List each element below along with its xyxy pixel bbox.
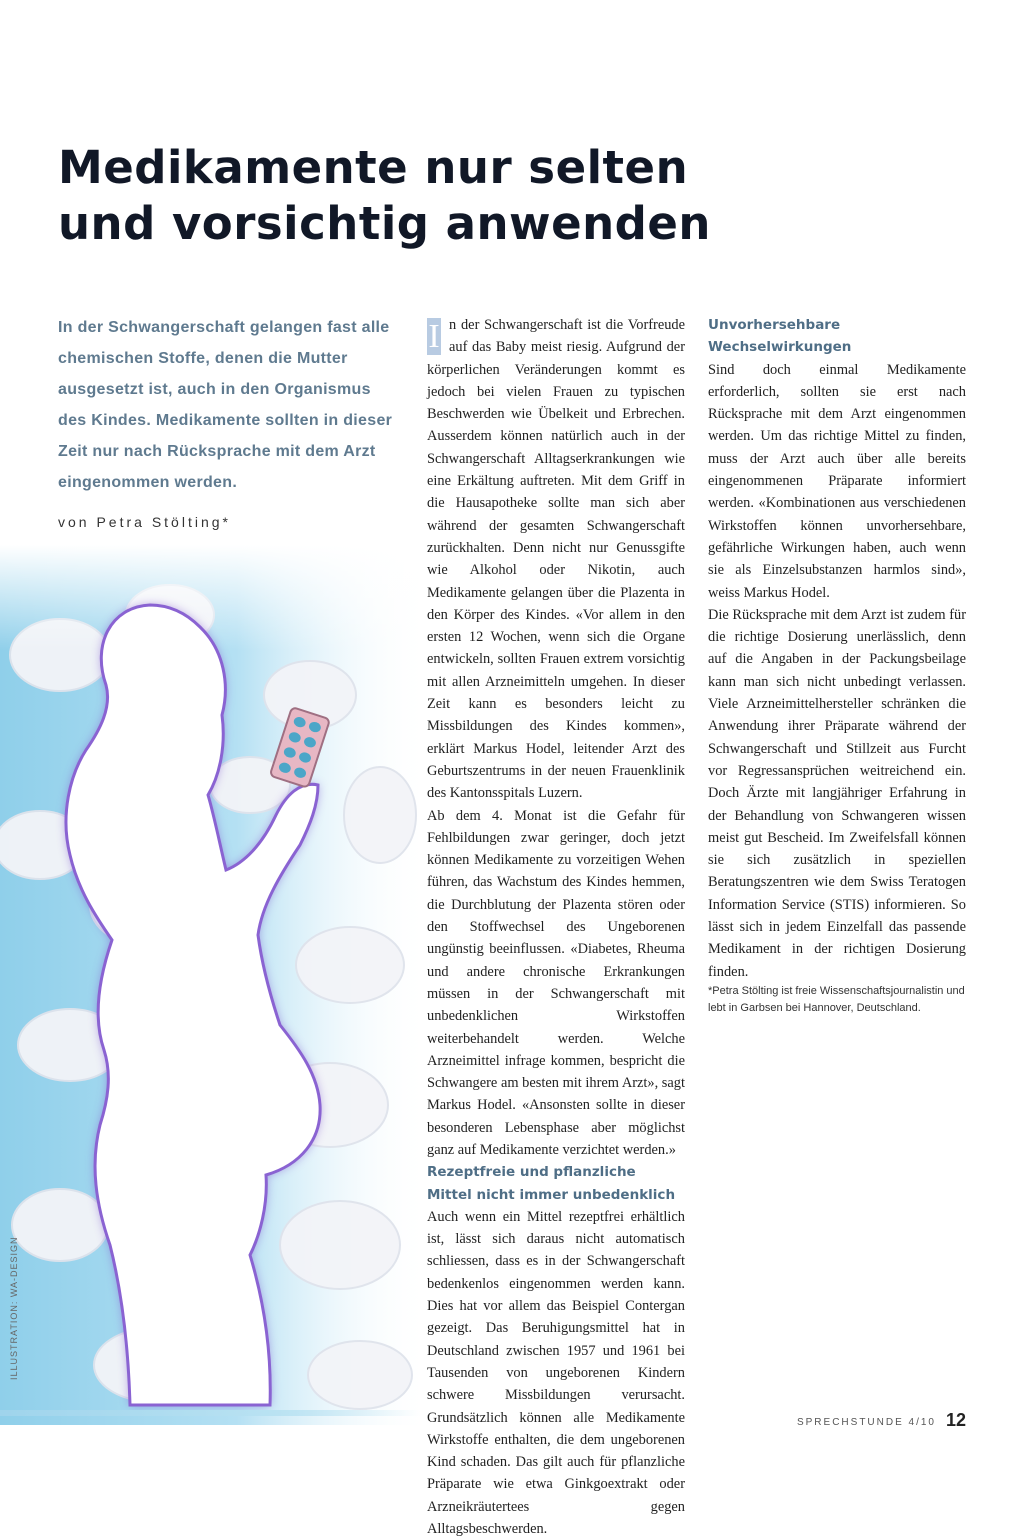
title-line-2: und vorsichtig anwenden [58, 197, 711, 250]
lead-paragraph: In der Schwangerschaft gelangen fast alle chemischen Stoffe, denen die Mutter ausgesetzt ist, auch in den Organismus des Kindes. Medikamente sollten in dieser Zeit nur nach Rücksprache mit dem Arzt eingenommen werden. [58, 319, 393, 491]
footer-color-bar [0, 1410, 420, 1416]
article-column-2 [427, 314, 685, 1540]
pregnant-woman-illustration [0, 545, 430, 1425]
page-number: 12 [945, 1410, 966, 1430]
paragraph-2: Ab dem 4. Monat ist die Gefahr für Fehlbildungen zwar geringer, doch jetzt können Medikamente zu vorzeitigen Wehen führen, das Wachstum des Kindes hemmen, die Durchblutung der Plazenta stören oder den Stoffwechsel des Ungeborenen ungünstig beeinflussen. «Diabetes, Rheuma und andere chronische Erkrankungen müssen in der Schwangerschaft mit unbedenklichen Wirkstoffen weiterbehandelt werden. Welche Arzneimittel infrage kommen, bespricht die Schwangere am besten mit ihrem Arzt», sagt Markus Hodel. «Ansonsten sollte in dieser besonderen Lebensphase aber möglichst ganz auf Medikamente verzichtet werden.» [427, 807, 685, 1158]
paragraph-4: Sind doch einmal Medikamente erforderlich, sollten sie erst nach Rücksprache mit dem Arzt eingenommen werden. Um das richtige Mittel zu finden, muss der Arzt auch über alle bereits eingenommenen Präparate informiert werden. «Kombinationen aus verschiedenen Wirkstoffen können unvorhersehbare, gefährliche Wirkungen haben, auch wenn sie als Einzelsubstanzen harmlos sind», weiss Markus Hodel. [708, 361, 966, 601]
footer-magazine-issue: SPRECHSTUNDE 4/10 [796, 1417, 936, 1428]
drop-cap: I [428, 318, 440, 355]
author-footnote: *Petra Stölting ist freie Wissenschaftsjournalistin und lebt in Garbsen bei Hannover, Deutschland. [708, 984, 965, 1014]
subheading-wechselwirkungen: Unvorhersehbare Wechselwirkungen [708, 317, 852, 356]
paragraph-1 [427, 314, 685, 805]
subheading-rezeptfrei: Rezeptfreie und pflanzliche Mittel nicht immer unbedenklich [427, 1164, 676, 1203]
article-title [58, 140, 998, 252]
title-line-1: Medikamente nur selten [58, 141, 689, 194]
illustration-credit: ILLUSTRATION: WA-DESIGN [9, 1236, 19, 1380]
paragraph-3: Auch wenn ein Mittel rezeptfrei erhältlich ist, lässt sich daraus nicht automatisch schliessen, dass es in der Schwangerschaft bedenkenlos eingenommen werden kann. Dies hat vor allem das Beispiel Contergan gezeigt. Das Beruhigungsmittel hat in Deutschland zwischen 1957 und 1961 bei Tausenden von ungeborenen Kindern schwere Missbildungen verursacht. Grundsätzlich können alle Medikamente Wirkstoffe enthalten, die dem ungeborenen Kind schaden. Das gilt auch für pflanzliche Präparate wie etwa Ginkgoextrakt oder Arzneikräutertees gegen Alltagsbeschwerden. [427, 1208, 685, 1538]
author-byline: von Petra Stölting* [58, 514, 231, 530]
paragraph-1-text: n der Schwangerschaft ist die Vorfreude auf das Baby meist riesig. Aufgrund der körperlichen Veränderungen kommt es jedoch bei vielen Frauen zu typischen Beschwerden wie Übelkeit und Erbrechen. Ausserdem können natürlich auch in der Schwangerschaft Alltagserkrankungen wie eine Erkältung auftreten. Mit dem Griff in die Hausapotheke sollte man sich aber während der gesamten Schwangerschaft zurückhalten. Denn nicht nur Genussgifte wie Alkohol oder Nikotin, auch Medikamente gelangen über die Plazenta in den Körper des Kindes. «Vor allem in den ersten 12 Wochen, wenn sich die Organe entwickeln, sollten Frauen extrem vorsichtig mit allen Arzneimitteln umgehen. In dieser Zeit kann es besonders leicht zu Missbildungen des Kindes kommen», erklärt Markus Hodel, leitender Arzt des Geburtszentrums in der neuen Frauenklinik des Kantonsspitals Luzern. [427, 317, 685, 802]
article-column-3 [708, 314, 966, 1017]
paragraph-5: Die Rücksprache mit dem Arzt ist zudem für die richtige Dosierung unerlässlich, denn auf die Angaben in der Packungsbeilage kann man sich nicht unbedingt verlassen. Viele Arzneimittelhersteller schränken die Anwendung ihrer Präparate während der Schwangerschaft und Stillzeit aus Furcht vor Regressansprüchen weitreichend ein. Doch Ärzte mit langjähriger Erfahrung in der Behandlung von Schwangeren wissen meist gut Bescheid. Im Zweifelsfall können sie sich zusätzlich in speziellen Beratungszentren wie dem Swiss Teratogen Information Service (STIS) informieren. So lässt sich in jedem Einzelfall das passende Medikament in der richtigen Dosierung finden. [708, 606, 966, 980]
